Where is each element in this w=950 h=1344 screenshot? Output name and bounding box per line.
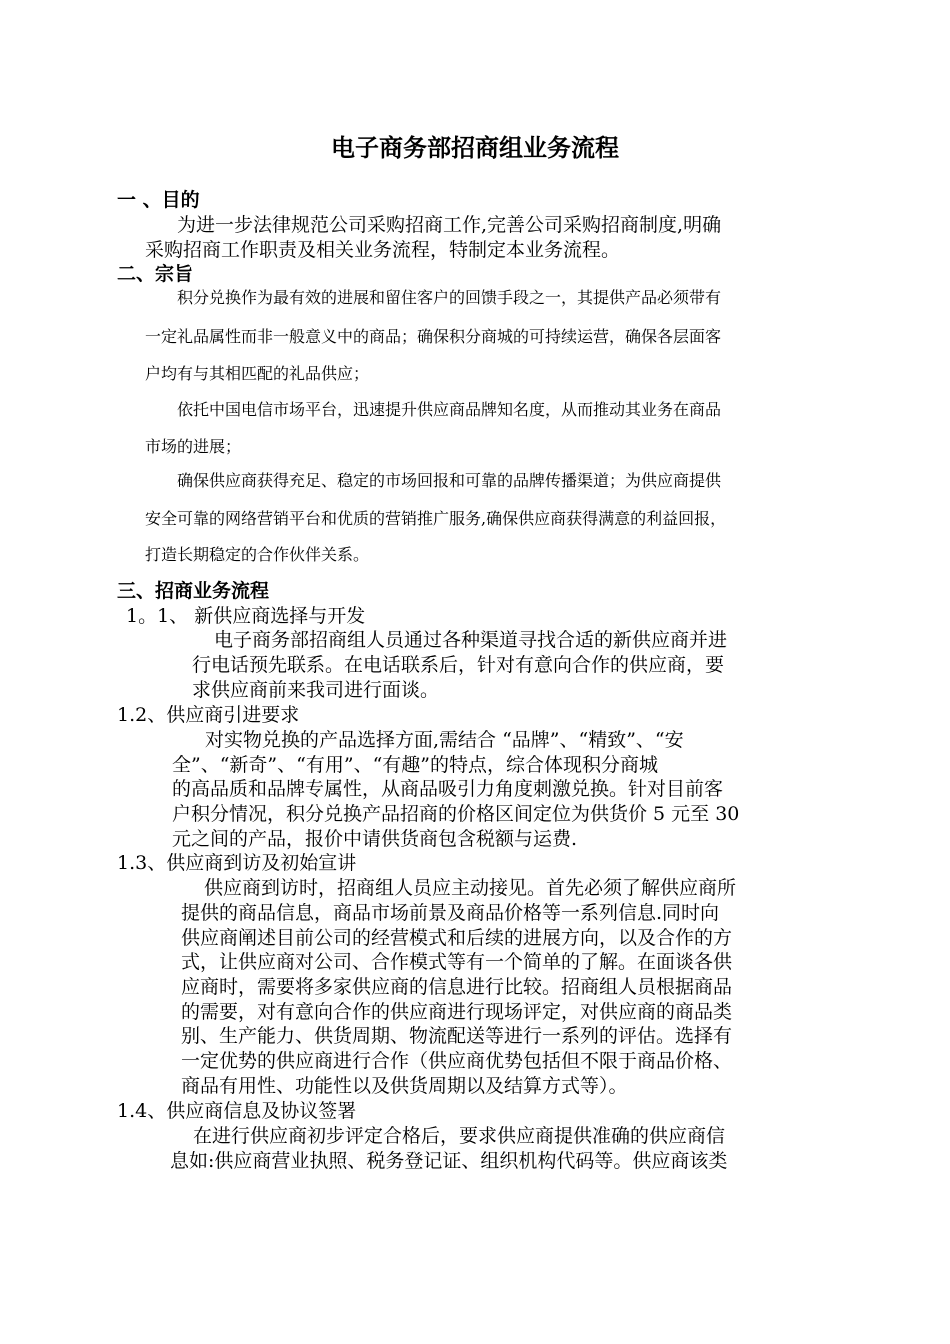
paragraph-line: 采购招商工作职责及相关业务流程，特制定本业务流程。 — [145, 239, 621, 261]
subsection-heading: 1.4、供应商信息及协议签署 — [117, 1100, 357, 1122]
paragraph-line: 提供的商品信息，商品市场前景及商品价格等一系列信息.同时向 — [181, 902, 720, 924]
section-heading-principles: 二、宗旨 — [117, 263, 194, 285]
paragraph-line: 为进一步法律规范公司采购招商工作,完善公司采购招商制度,明确 — [177, 214, 722, 236]
paragraph-line: 户积分情况，积分兑换产品招商的价格区间定位为供货价 5 元至 30 — [172, 803, 740, 825]
subsection-heading: 1.2、供应商引进要求 — [117, 704, 300, 726]
paragraph-line: 确保供应商获得充足、稳定的市场回报和可靠的品牌传播渠道；为供应商提供 — [177, 471, 722, 490]
paragraph-line: 市场的进展； — [145, 437, 242, 456]
paragraph-line: 别、生产能力、供货周期、物流配送等进行一系列的评估。选择有 — [181, 1025, 733, 1047]
section-heading-purpose: 一 、目的 — [117, 189, 200, 211]
paragraph-line: 商品有用性、功能性以及供货周期以及结算方式等）。 — [181, 1075, 628, 1097]
paragraph-line: 的需要，对有意向合作的供应商进行现场评定，对供应商的商品类 — [181, 1001, 733, 1023]
subsection-heading: 1.3、供应商到访及初始宣讲 — [117, 852, 357, 874]
paragraph-line: 积分兑换作为最有效的进展和留住客户的回馈手段之一，其提供产品必须带有 — [177, 288, 722, 307]
paragraph-line: 安全可靠的网络营销平台和优质的营销推广服务,确保供应商获得满意的利益回报， — [145, 509, 727, 528]
paragraph-line: 供应商阐述目前公司的经营模式和后续的进展方向，以及合作的方 — [181, 927, 733, 949]
paragraph-line: 依托中国电信市场平台，迅速提升供应商品牌知名度，从而推动其业务在商品 — [177, 400, 722, 419]
paragraph-line: 在进行供应商初步评定合格后，要求供应商提供准确的供应商信 — [193, 1125, 726, 1147]
paragraph-line: 应商时，需要将多家供应商的信息进行比较。招商组人员根据商品 — [181, 976, 733, 998]
section-heading-process: 三、招商业务流程 — [117, 580, 270, 602]
paragraph-line: 全”、“新奇”、“有用”、“有趣”的特点，综合体现积分商城 — [172, 754, 658, 776]
paragraph-line: 的高品质和品牌专属性，从商品吸引力角度刺激兑换。针对目前客 — [172, 778, 724, 800]
paragraph-line: 供应商到访时，招商组人员应主动接见。首先必须了解供应商所 — [204, 877, 737, 899]
paragraph-line: 对实物兑换的产品选择方面,需结合 “品牌”、“精致”、“安 — [205, 729, 684, 751]
paragraph-line: 一定优势的供应商进行合作（供应商优势包括但不限于商品价格、 — [181, 1050, 733, 1072]
paragraph-line: 一定礼品属性而非一般意义中的商品；确保积分商城的可持续运营，确保各层面客 — [145, 327, 722, 346]
paragraph-line: 求供应商前来我司进行面谈。 — [192, 679, 440, 701]
paragraph-line: 电子商务部招商组人员通过各种渠道寻找合适的新供应商并进 — [214, 629, 728, 651]
document-title: 电子商务部招商组业务流程 — [331, 134, 619, 162]
paragraph-line: 打造长期稳定的合作伙伴关系。 — [145, 545, 370, 564]
subsection-heading: 1。1、 新供应商选择与开发 — [126, 605, 366, 627]
paragraph-line: 行电话预先联系。在电话联系后，针对有意向合作的供应商，要 — [192, 654, 725, 676]
paragraph-line: 元之间的产品，报价中请供货商包含税额与运费. — [172, 828, 578, 850]
paragraph-line: 式，让供应商对公司、合作模式等有一个简单的了解。在面谈各供 — [181, 951, 733, 973]
paragraph-line: 息如:供应商营业执照、税务登记证、组织机构代码等。供应商该类 — [170, 1150, 728, 1172]
paragraph-line: 户均有与其相匹配的礼品供应； — [145, 364, 370, 383]
